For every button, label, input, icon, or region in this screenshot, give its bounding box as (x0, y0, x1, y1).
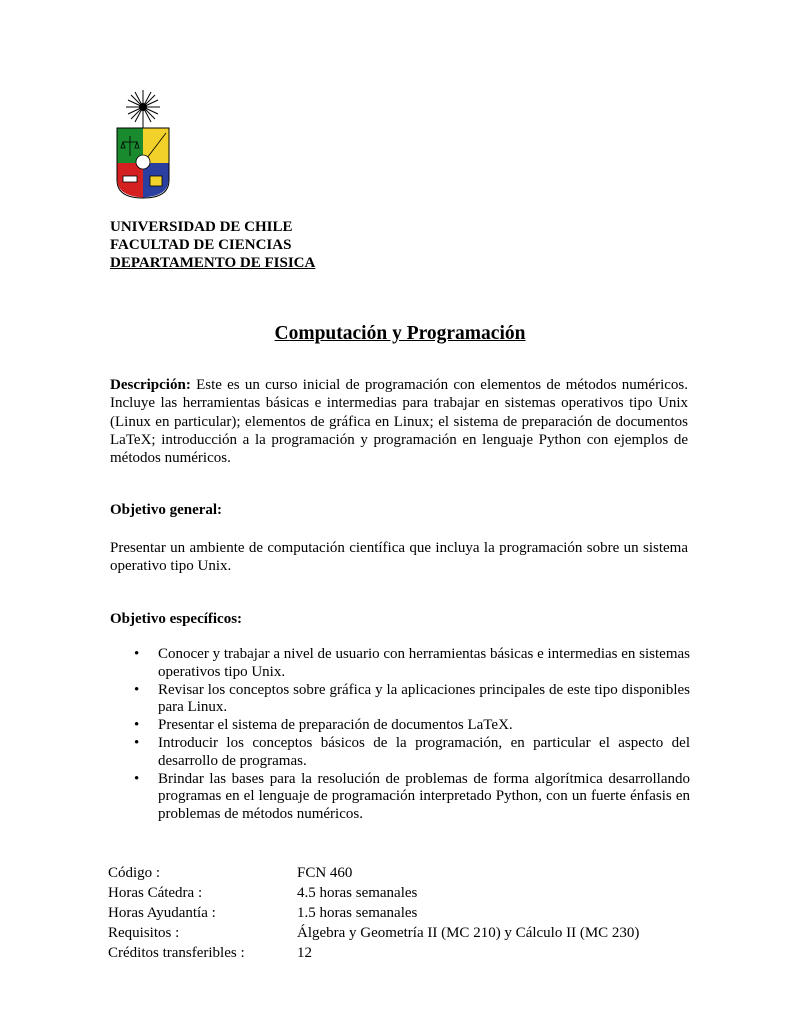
description-text: Este es un curso inicial de programación con elementos de métodos numéricos. Incluye las herramientas básicas e intermedias para trabajar en sistemas operativos tipo Unix (Linux en particular); elementos de gráfica en Linux; el sistema de preparación de documentos LaTeX; introducción a la programación y programación en lenguaje Python con ejemplos de métodos numéricos. (110, 377, 688, 467)
info-value: Álgebra y Geometría II (MC 210) y Cálculo II (MC 230) (297, 925, 640, 941)
list-item: • Presentar el sistema de preparación de documentos LaTeX. (134, 717, 513, 734)
department-name: DEPARTAMENTO DE FISICA (110, 255, 316, 271)
list-item: • Revisar los conceptos sobre gráfica y la aplicaciones principales de este tipo disponibles para Linux. (134, 681, 690, 716)
info-label: Créditos transferibles : (108, 945, 245, 961)
specific-objectives-list (110, 646, 690, 824)
bullet-icon: • (134, 646, 140, 662)
general-objective-text: Presentar un ambiente de computación científica que incluya la programación sobre un sistema operativo tipo Unix. (110, 540, 688, 575)
list-item: • Introducir los conceptos básicos de la programación, en particular el aspecto del desarrollo de programas. (134, 734, 690, 769)
list-item: • Conocer y trabajar a nivel de usuario con herramientas básicas e intermedias en sistemas operativos tipo Unix. (134, 646, 690, 680)
info-label: Código : (108, 865, 161, 881)
page-title: Computación y Programación (274, 323, 526, 344)
description-label: Descripción: (110, 377, 191, 393)
bullet-icon: • (134, 734, 140, 751)
general-objective-heading: Objetivo general: (110, 502, 223, 518)
info-value: 4.5 horas semanales (297, 885, 418, 901)
university-crest-icon (113, 88, 173, 200)
info-value: FCN 460 (297, 865, 353, 881)
bullet-icon: • (134, 717, 140, 734)
list-item: • Brindar las bases para la resolución de problemas de forma algorítmica desarrollando programas en el lenguaje de programación interpretado Python, con un fuerte énfasis en problemas de métodos numéricos. (134, 770, 690, 823)
info-label: Horas Ayudantía : (108, 905, 216, 921)
specific-objectives-heading: Objetivo específicos: (110, 611, 243, 627)
info-label: Horas Cátedra : (108, 885, 203, 901)
info-value: 1.5 horas semanales (297, 905, 418, 921)
faculty-name: FACULTAD DE CIENCIAS (110, 237, 292, 253)
university-name: UNIVERSIDAD DE CHILE (110, 219, 293, 235)
institution-header (110, 218, 315, 272)
info-value: 12 (297, 945, 312, 961)
bullet-icon: • (134, 770, 140, 787)
info-label: Requisitos : (108, 925, 180, 941)
bullet-icon: • (134, 681, 140, 698)
description-paragraph (110, 376, 688, 467)
